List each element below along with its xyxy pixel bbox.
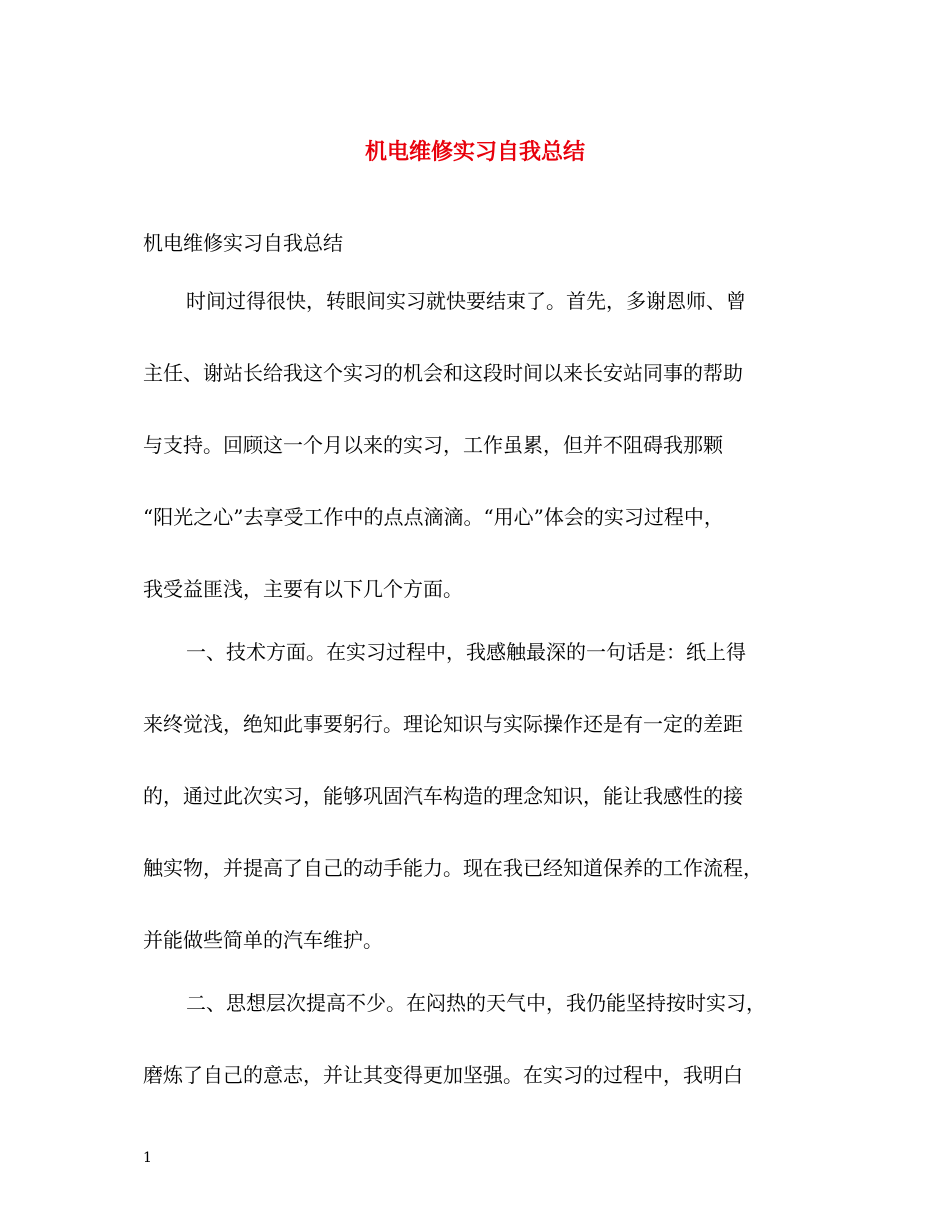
body-line: “阳光之心”去享受工作中的点点滴滴。“用心”体会的实习过程中， [143,505,724,529]
body-line: 并能做些简单的汽车维护。 [143,928,383,952]
page-number: 1 [143,1150,152,1166]
body-line: 我受益匪浅，主要有以下几个方面。 [143,577,463,601]
body-line: 触实物，并提高了自己的动手能力。现在我已经知道保养的工作流程， [143,856,763,880]
body-line: 来终觉浅，绝知此事要躬行。理论知识与实际操作还是有一定的差距 [143,712,743,736]
body-line: 一、技术方面。在实习过程中，我感触最深的一句话是：纸上得 [186,640,746,664]
body-line: 的，通过此次实习，能够巩固汽车构造的理念知识，能让我感性的接 [143,784,743,808]
body-line: 二、思想层次提高不少。在闷热的天气中，我仍能坚持按时实习， [186,991,766,1015]
body-line: 磨炼了自己的意志，并让其变得更加坚强。在实习的过程中，我明白 [143,1063,743,1087]
document-subtitle: 机电维修实习自我总结 [143,231,343,255]
body-line: 主任、谢站长给我这个实习的机会和这段时间以来长安站同事的帮助 [143,361,743,385]
document-title: 机电维修实习自我总结 [364,139,585,165]
body-line: 与支持。回顾这一个月以来的实习，工作虽累，但并不阻碍我那颗 [143,433,723,457]
body-line: 时间过得很快，转眼间实习就快要结束了。首先，多谢恩师、曾 [186,289,746,313]
